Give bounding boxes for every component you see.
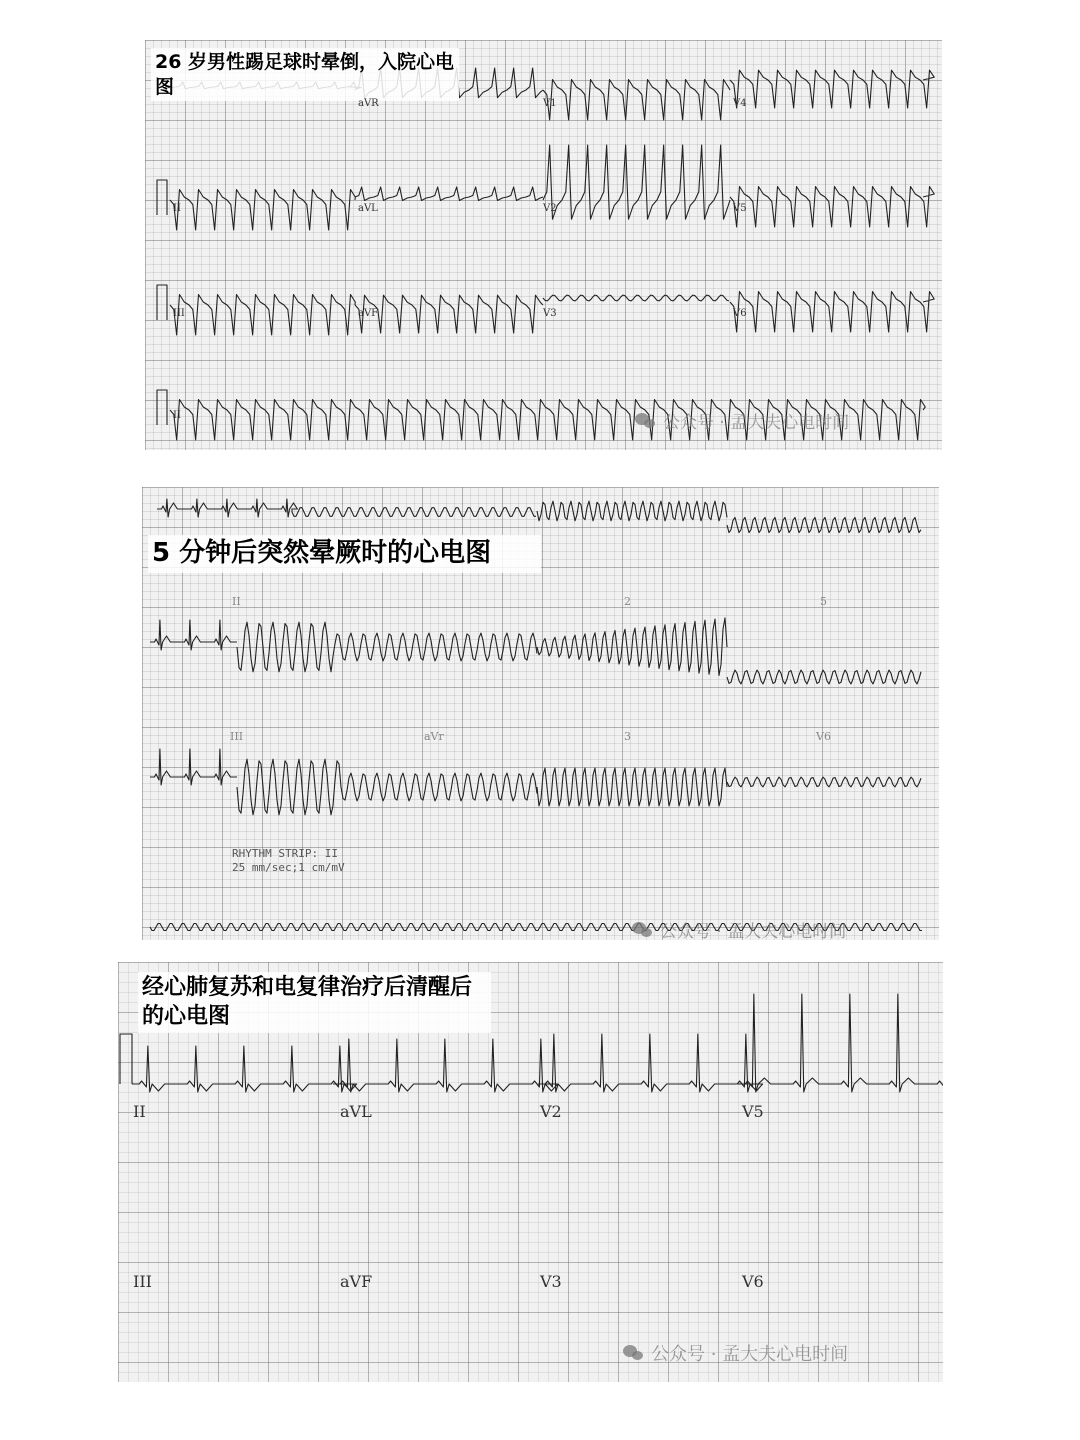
caption-admission: 26 岁男性踢足球时晕倒，入院心电图 <box>151 48 459 101</box>
lead-label-V6: V6 <box>733 308 747 319</box>
calibration-pulse <box>120 1034 132 1084</box>
ecg-panel-syncope <box>142 487 939 940</box>
ecg-lead-V4 <box>730 70 934 108</box>
watermark-syncope <box>632 917 846 940</box>
lead-label-3: 3 <box>624 730 631 743</box>
lead-label-aVr: aVr <box>424 730 444 743</box>
ecg-lead-I <box>157 499 536 517</box>
watermark-admission <box>635 408 849 433</box>
lead-label-V2: V2 <box>543 203 557 214</box>
wechat-icon <box>632 922 654 938</box>
lead-label-V6: V6 <box>816 730 831 743</box>
lead-label-V4: V4 <box>733 98 747 109</box>
ecg-lead-V3 <box>543 295 729 301</box>
ecg-lead-aVR <box>237 759 537 815</box>
watermark-recovery <box>623 1340 848 1366</box>
ecg-lead-V1 <box>543 80 730 121</box>
ecg-panel-admission <box>145 40 942 450</box>
ecg-lead-aVL <box>355 187 543 201</box>
ecg-lead-V2 <box>543 145 730 219</box>
ecg-panel-recovery <box>118 962 943 1382</box>
ecg-lead-V3 <box>537 768 727 806</box>
ecg-lead-V5 <box>727 670 921 684</box>
calibration-pulse <box>157 285 167 320</box>
lead-label-II: II <box>133 1102 146 1121</box>
lead-label-2: 2 <box>624 595 631 608</box>
ecg-lead-V4 <box>727 517 921 532</box>
ecg-lead-V2 <box>538 1034 763 1092</box>
watermark-text: 公众号 · 孟大夫心电时间 <box>660 922 847 940</box>
lead-label-V5: V5 <box>742 1102 764 1121</box>
ecg-lead-II <box>170 190 355 231</box>
lead-label-aVF: aVF <box>358 308 379 319</box>
lead-label-II: II <box>173 203 181 214</box>
lead-label-III: III <box>133 1272 152 1291</box>
ecg-lead-V6 <box>727 777 921 787</box>
watermark-text: 公众号 · 孟大夫心电时间 <box>651 1344 849 1365</box>
ecg-lead-III <box>150 749 237 785</box>
lead-label-aVF: aVF <box>340 1272 373 1291</box>
lead-label-aVL: aVL <box>358 203 378 214</box>
lead-label-aVL: aVL <box>340 1102 372 1121</box>
rhythm-strip-lead: RHYTHM STRIP: II <box>232 847 338 860</box>
caption-recovery: 经心肺复苏和电复律治疗后清醒后的心电图 <box>138 972 491 1033</box>
lead-label-5: 5 <box>820 595 827 608</box>
lead-label-V3: V3 <box>540 1272 562 1291</box>
lead-label-II: II <box>232 595 241 608</box>
ecg-lead-V6 <box>730 292 934 333</box>
lead-label-V3: V3 <box>543 308 557 319</box>
ecg-lead-II <box>150 620 237 650</box>
ecg-lead-V2 <box>537 618 727 676</box>
ecg-lead-II <box>132 1046 357 1092</box>
ecg-lead-aVF <box>355 295 543 333</box>
lead-label-V1: V1 <box>543 98 557 109</box>
lead-label-V5: V5 <box>733 203 747 214</box>
lead-label-II-rhythm: II <box>173 410 181 421</box>
rhythm-strip-speed: 25 mm/sec;1 cm/mV <box>232 860 345 874</box>
lead-label-aVR: aVR <box>358 98 379 109</box>
wechat-icon <box>635 413 657 429</box>
ecg-lead-II-vf <box>237 622 537 672</box>
calibration-pulse <box>157 180 167 215</box>
calibration-pulse <box>157 390 167 425</box>
ecg-lead-V5 <box>730 187 934 228</box>
lead-label-III: III <box>230 730 244 743</box>
watermark-text: 公众号 · 孟大夫心电时间 <box>663 413 850 433</box>
caption-syncope: 5 分钟后突然晕厥时的心电图 <box>148 535 541 573</box>
rhythm-strip-info <box>232 847 345 875</box>
ecg-lead-III <box>170 295 355 336</box>
lead-label-V2: V2 <box>540 1102 562 1121</box>
ecg-lead-aVL <box>333 1039 558 1092</box>
ecg-lead-aVL <box>537 501 727 521</box>
wechat-icon <box>623 1345 645 1361</box>
ecg-lead-V5 <box>738 994 943 1092</box>
lead-label-V6: V6 <box>742 1272 764 1291</box>
lead-label-III: III <box>173 308 185 319</box>
